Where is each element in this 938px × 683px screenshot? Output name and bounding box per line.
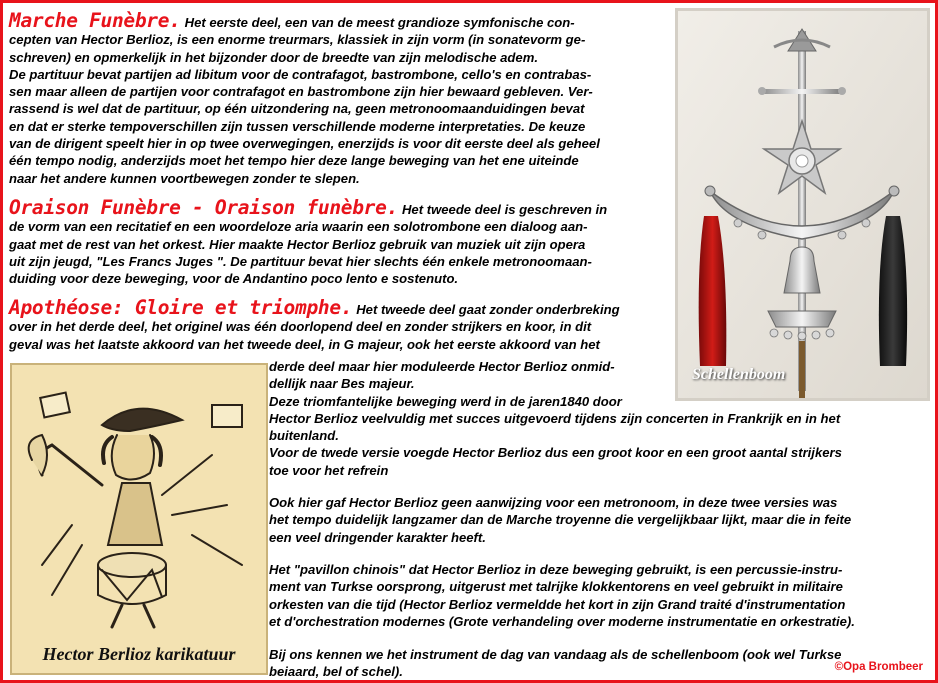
schellenboom-illustration [678,11,927,398]
text-line: naar het andere kunnen voortbewegen zonder te slepen. [9,170,360,186]
text-line: het tempo duidelijk langzamer dan de Marche troyenne die vergelijkbaar lijkt, maar die in feite [269,512,852,528]
caricature-caption: Hector Berlioz karikatuur [42,644,236,664]
text-line: van de dirigent speelt hier in op twee overwegingen, enerzijds is voor dit eerste deel als geheel [9,136,600,152]
text-line: orkesten van die tijd (Hector Berlioz vermeldde het kort in zijn Grand traité d'instrumentation [269,596,846,612]
text-line: gaat met de rest van het orkest. Hier maakte Hector Berlioz gebruik van muziek uit zijn opera [9,236,586,252]
photo-caption: Schellenboom [692,366,786,383]
caricature-illustration [12,365,266,635]
text-line: sen maar alleen de partijen voor contrafagot en bastrombone zijn hier bewaard gebleven. Ver- [9,84,593,100]
heading-apotheose: Apothéose: Gloire et triomphe. [9,296,353,319]
text-line: Het eerste deel, een van de meest grandioze symfonische con- [184,15,575,30]
text-line: geval was het laatste akkoord van het tweede deel, in G majeur, ook het eerste akkoord van het [9,336,600,352]
text-line: één tempo nodig, anderzijds moet het tempo hier deze lange beweging van het ene uiteinde [9,153,579,169]
copyright-notice: ©Opa Brombeer [834,661,923,673]
text-line: Bij ons kennen we het instrument de dag van vandaag als de schellenboom (ook wel Turkse [269,647,842,662]
text-line: de vorm van een recitatief en een woordeloze aria waarin een solotrombone een dialoog aan- [9,219,588,235]
text-line: beiaard, bel of schel). [269,664,403,680]
paragraph-metronoom [269,494,851,546]
text-line: Het "pavillon chinois" dat Hector Berlioz in deze beweging gebruikt, is een percussie-instru- [269,562,843,577]
text-line: Deze triomfantelijke beweging werd in de jaren1840 door [269,393,622,409]
text-line: ment van Turkse oorsprong, uitgerust met talrijke klokkentorens en veel gebruikt in militaire [269,579,843,595]
text-line: cepten van Hector Berlioz, is een enorme treurmars, klassiek in zijn vorm (in sonatevorm ge- [9,32,586,48]
text-line: een veel dringender karakter heeft. [269,529,486,545]
heading-oraison-funebre: Oraison Funèbre - Oraison funèbre. [9,196,398,219]
paragraph-pavillon-chinois [269,561,855,630]
text-line: schreven) en opmerkelijk in het bijzonder door de breedte van zijn melodische adem. [9,49,538,65]
text-line: De partituur bevat partijen ad libitum voor de contrafagot, bastrombone, cello's en contrabas- [9,66,592,82]
text-line: over in het derde deel, het originel was één doorlopend deel en zonder strijkers en koor, in dit [9,319,592,335]
text-line: buitenland. [269,428,339,444]
heading-marche-funebre: Marche Funèbre. [9,9,181,32]
text-line: rassend is wel dat de partituur, op één uitzondering na, geen metronoomaanduidingen bevat [9,101,585,117]
text-line: toe voor het refrein [269,462,389,478]
berlioz-caricature [10,363,268,675]
section-oraison-funebre [9,196,608,287]
text-line: Het tweede deel is geschreven in [401,202,608,217]
text-line: Ook hier gaf Hector Berlioz geen aanwijzing voor een metronoom, in deze twee versies was [269,495,838,510]
text-line: derde deel maar hier moduleerde Hector Berlioz onmid- [269,359,615,374]
schellenboom-photo [675,8,930,401]
text-line: dellijk naar Bes majeur. [269,376,415,392]
text-line: duiding voor deze beweging, voor de Andantino poco lento e sostenuto. [9,271,459,287]
section-apotheose [9,296,620,353]
text-line: en dat er sterke tempoverschillen zijn tussen verschillende moderne interpretaties. De keuze [9,118,586,134]
section-marche-funebre [9,9,600,187]
text-line: et d'orchestration modernes (Grote verhandeling over moderne instrumentatie en orkestratie). [269,613,855,629]
text-line: Hector Berlioz veelvuldig met succes uitgevoerd tijdens zijn concerten in Frankrijk en in het [269,410,841,426]
paragraph-schellenboom [269,646,841,681]
text-line: Het tweede deel gaat zonder onderbreking [356,302,620,317]
text-line: uit zijn jeugd, "Les Francs Juges ". De partituur bevat hier slechts één enkele metronoomaan- [9,253,592,269]
text-line: Voor de twede versie voegde Hector Berlioz dus een groot koor en een groot aantal strijkers [269,445,842,461]
